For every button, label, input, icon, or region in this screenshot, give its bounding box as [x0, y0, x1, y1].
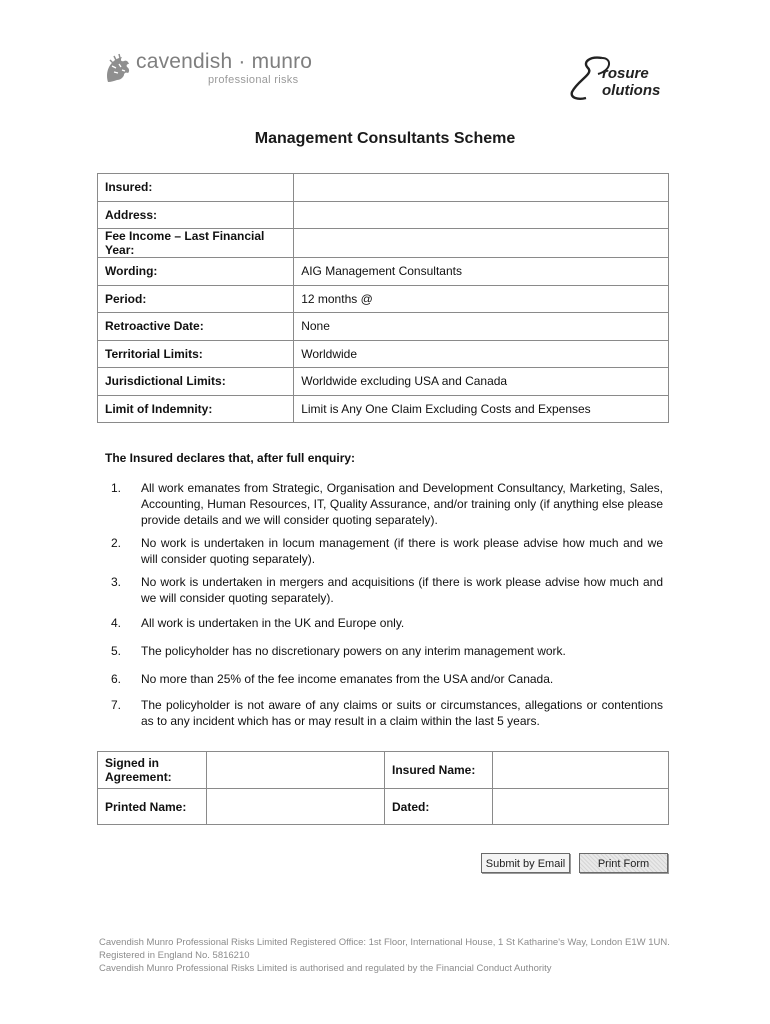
declaration-item — [105, 615, 663, 631]
prosure-bottom-text: olutions — [602, 82, 661, 99]
declaration-item — [105, 480, 663, 528]
info-row — [98, 174, 669, 202]
insured-name-label: Insured Name: — [385, 752, 493, 789]
declaration-number: 7. — [111, 698, 122, 712]
info-row-value: AIG Management Consultants — [294, 258, 669, 286]
info-row-label: Wording: — [98, 258, 294, 286]
policy-info-table — [97, 173, 669, 423]
info-row — [98, 229, 669, 258]
printed-name-field[interactable] — [207, 789, 385, 825]
declaration-number: 2. — [111, 536, 122, 550]
insured-name-field[interactable] — [493, 752, 669, 789]
signature-table — [97, 751, 669, 825]
prosure-solutions-logo — [568, 54, 678, 104]
cavendish-munro-logo — [102, 50, 322, 90]
info-row-label: Limit of Indemnity: — [98, 395, 294, 423]
info-row-label: Territorial Limits: — [98, 340, 294, 368]
info-row-value[interactable] — [294, 174, 669, 202]
info-row-value: Limit is Any One Claim Excluding Costs and Expenses — [294, 395, 669, 423]
declaration-text: No work is undertaken in mergers and acquisitions (if there is work please advise how much and we will consider quoting separately). — [141, 575, 663, 605]
lion-crest-icon — [102, 52, 134, 86]
info-row-label: Address: — [98, 201, 294, 229]
dated-field[interactable] — [493, 789, 669, 825]
info-row-value[interactable] — [294, 229, 669, 258]
info-row-value[interactable] — [294, 201, 669, 229]
declaration-list — [105, 480, 663, 729]
declaration-text: No work is undertaken in locum management (if there is work please advise how much and we will consider quoting separately). — [141, 536, 663, 566]
info-row — [98, 258, 669, 286]
prosure-top-text: rosure — [602, 65, 649, 82]
declaration-number: 4. — [111, 616, 122, 630]
info-row-label: Period: — [98, 285, 294, 313]
declaration-number: 6. — [111, 672, 122, 686]
info-row — [98, 395, 669, 423]
declaration-item — [105, 671, 663, 687]
declaration-text: The policyholder has no discretionary powers on any interim management work. — [141, 644, 566, 658]
cavendish-munro-subtitle: professional risks — [208, 74, 299, 86]
signature-field[interactable] — [207, 752, 385, 789]
declaration-text: All work emanates from Strategic, Organisation and Development Consultancy, Marketing, Sales, Accounting, Human Resources, IT, Quality Assurance, and/or training only (if anything else please provide details and we will consider quoting separately). — [141, 481, 663, 527]
declaration-heading: The Insured declares that, after full enquiry: — [105, 451, 356, 465]
declaration-number: 5. — [111, 644, 122, 658]
info-row-label: Fee Income – Last Financial Year: — [98, 229, 294, 258]
submit-by-email-button[interactable]: Submit by Email — [481, 853, 570, 873]
info-row-label: Retroactive Date: — [98, 313, 294, 341]
info-row-value: 12 months @ — [294, 285, 669, 313]
footer-line: Cavendish Munro Professional Risks Limited Registered Office: 1st Floor, International House, 1 St Katharine's Way, London E1W 1UN. — [99, 937, 670, 948]
footer-line: Cavendish Munro Professional Risks Limited is authorised and regulated by the Financial Conduct Authority — [99, 963, 552, 974]
dated-label: Dated: — [385, 789, 493, 825]
info-row — [98, 201, 669, 229]
info-row — [98, 313, 669, 341]
info-row — [98, 340, 669, 368]
info-row-value: Worldwide — [294, 340, 669, 368]
declaration-text: All work is undertaken in the UK and Europe only. — [141, 616, 405, 630]
info-row — [98, 368, 669, 396]
declaration-item — [105, 697, 663, 729]
footer — [99, 936, 699, 975]
info-row — [98, 285, 669, 313]
info-row-value: None — [294, 313, 669, 341]
declaration-item — [105, 535, 663, 567]
declaration-item — [105, 574, 663, 606]
cavendish-munro-name: cavendish · munro — [136, 50, 313, 73]
info-row-value: Worldwide excluding USA and Canada — [294, 368, 669, 396]
info-row-label: Insured: — [98, 174, 294, 202]
declaration-number: 1. — [111, 481, 122, 495]
signed-in-agreement-label: Signed in Agreement: — [98, 752, 207, 789]
declaration-text: The policyholder is not aware of any claims or suits or circumstances, allegations or contentions as to any incident which has or may result in a claim within the last 5 years. — [141, 698, 663, 728]
printed-name-label: Printed Name: — [98, 789, 207, 825]
page-title: Management Consultants Scheme — [254, 130, 516, 147]
declaration-text: No more than 25% of the fee income emanates from the USA and/or Canada. — [141, 672, 554, 686]
declaration-item — [105, 643, 663, 659]
info-row-label: Jurisdictional Limits: — [98, 368, 294, 396]
print-form-button[interactable]: Print Form — [579, 853, 668, 873]
declaration-number: 3. — [111, 575, 122, 589]
footer-line: Registered in England No. 5816210 — [99, 950, 250, 961]
